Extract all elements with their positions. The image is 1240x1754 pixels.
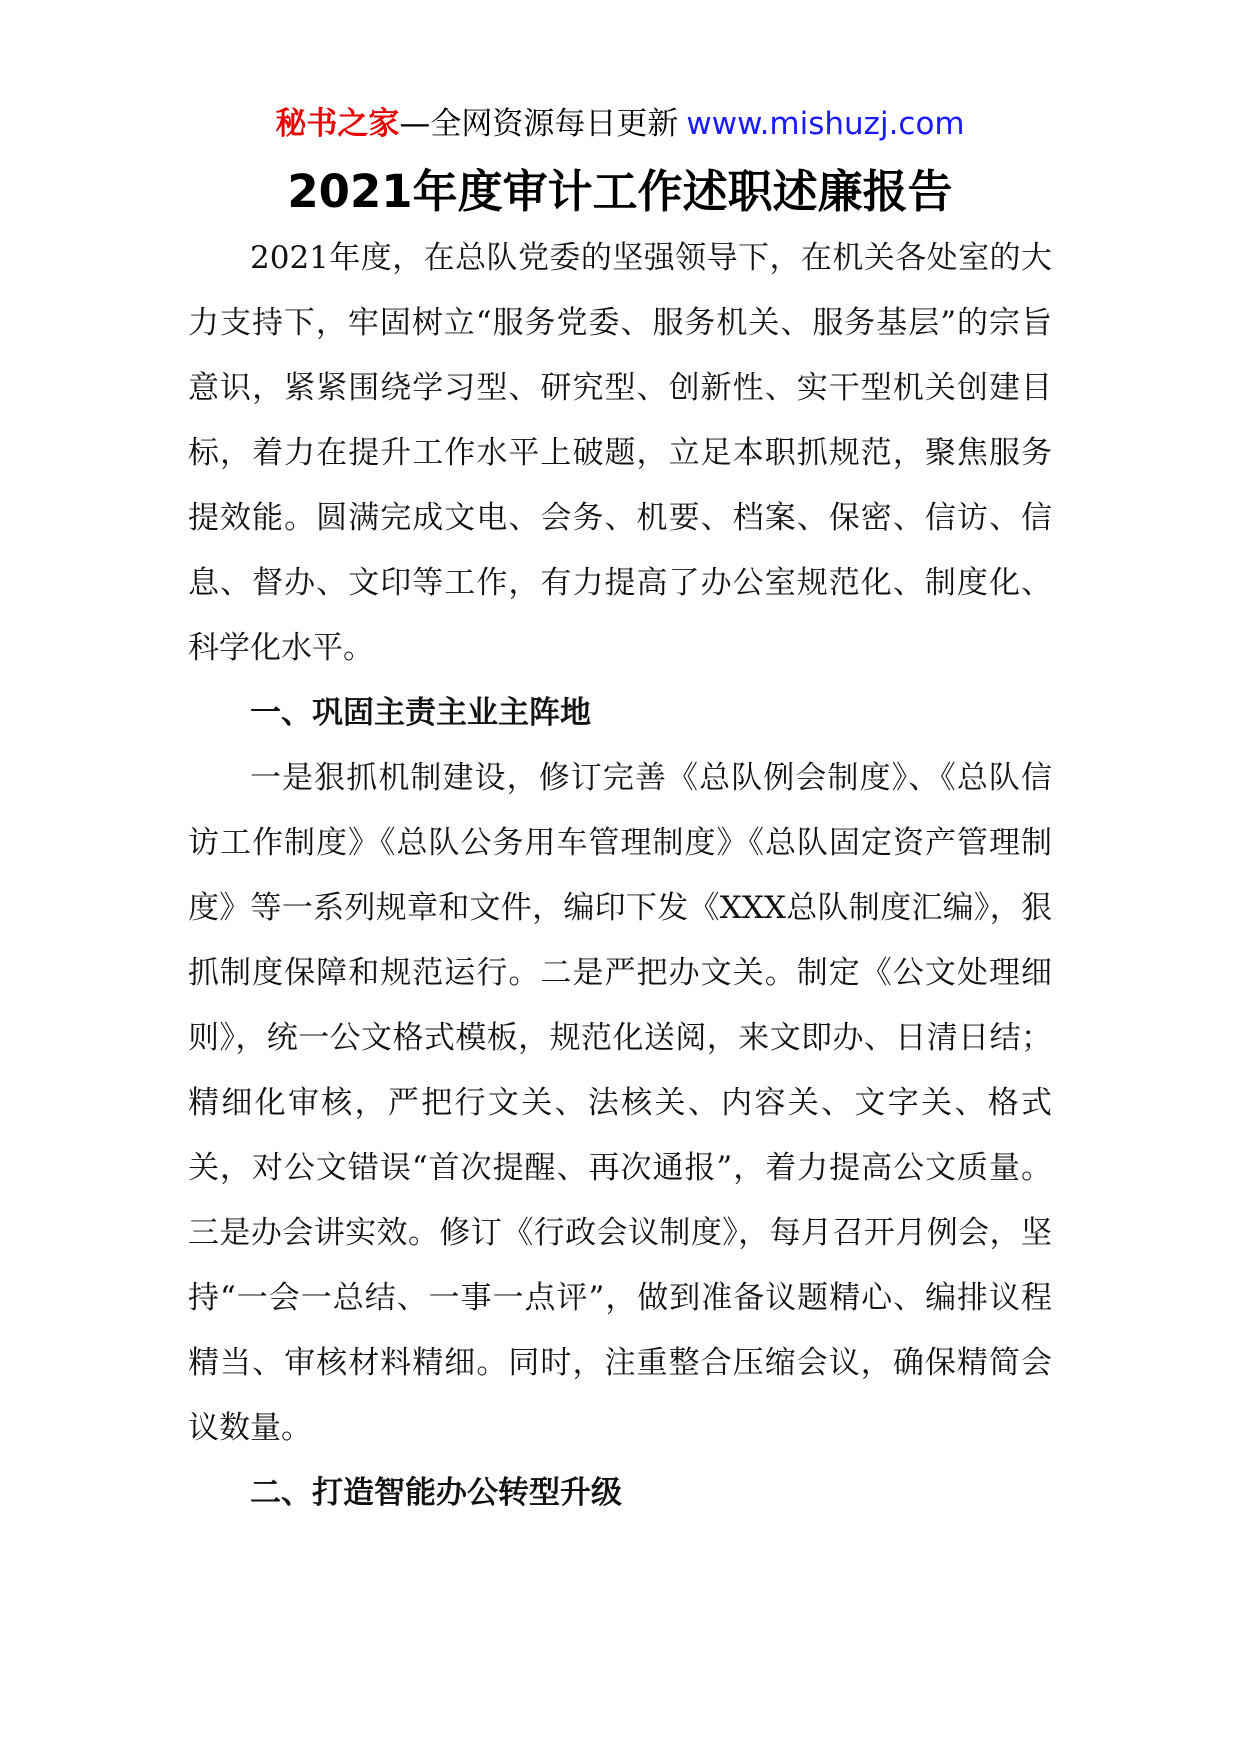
document-body: [188, 226, 1052, 1526]
section-heading-2: 二、打造智能办公转型升级: [250, 1475, 622, 1511]
site-url-link[interactable]: www.mishuzj.com: [686, 106, 965, 142]
brand-name: 秘书之家: [275, 106, 400, 142]
section-paragraph-1: 一是狠抓机制建设，修订完善《总队例会制度》、《总队信访工作制度》《总队公务用车管理制度》《总队固定资产管理制度》等一系列规章和文件，编印下发《XXX总队制度汇编》，狠抓制度保障和规范运行。二是严把办文关。制定《公文处理细则》，统一公文格式模板，规范化送阅，来文即办、日清日结；精细化审核，严把行文关、法核关、内容关、文字关、格式关，对公文错误“首次提醒、再次通报”，着力提高公文质量。三是办会讲实效。修订《行政会议制度》，每月召开月例会，坚持“一会一总结、一事一点评”，做到准备议题精心、编排议程精当、审核材料精细。同时，注重整合压缩会议，确保精简会议数量。: [188, 760, 1052, 1446]
section-heading-1: 一、巩固主责主业主阵地: [250, 695, 591, 731]
site-header: [0, 100, 1240, 148]
header-tagline: —全网资源每日更新: [399, 106, 679, 142]
intro-paragraph: 2021年度，在总队党委的坚强领导下，在机关各处室的大力支持下，牢固树立“服务党委、服务机关、服务基层”的宗旨意识，紧紧围绕学习型、研究型、创新性、实干型机关创建目标，着力在提升工作水平上破题，立足本职抓规范，聚焦服务提效能。圆满完成文电、会务、机要、档案、保密、信访、信息、督办、文印等工作，有力提高了办公室规范化、制度化、科学化水平。: [188, 240, 1052, 666]
document-title: 2021年度审计工作述职述廉报告: [287, 165, 953, 218]
